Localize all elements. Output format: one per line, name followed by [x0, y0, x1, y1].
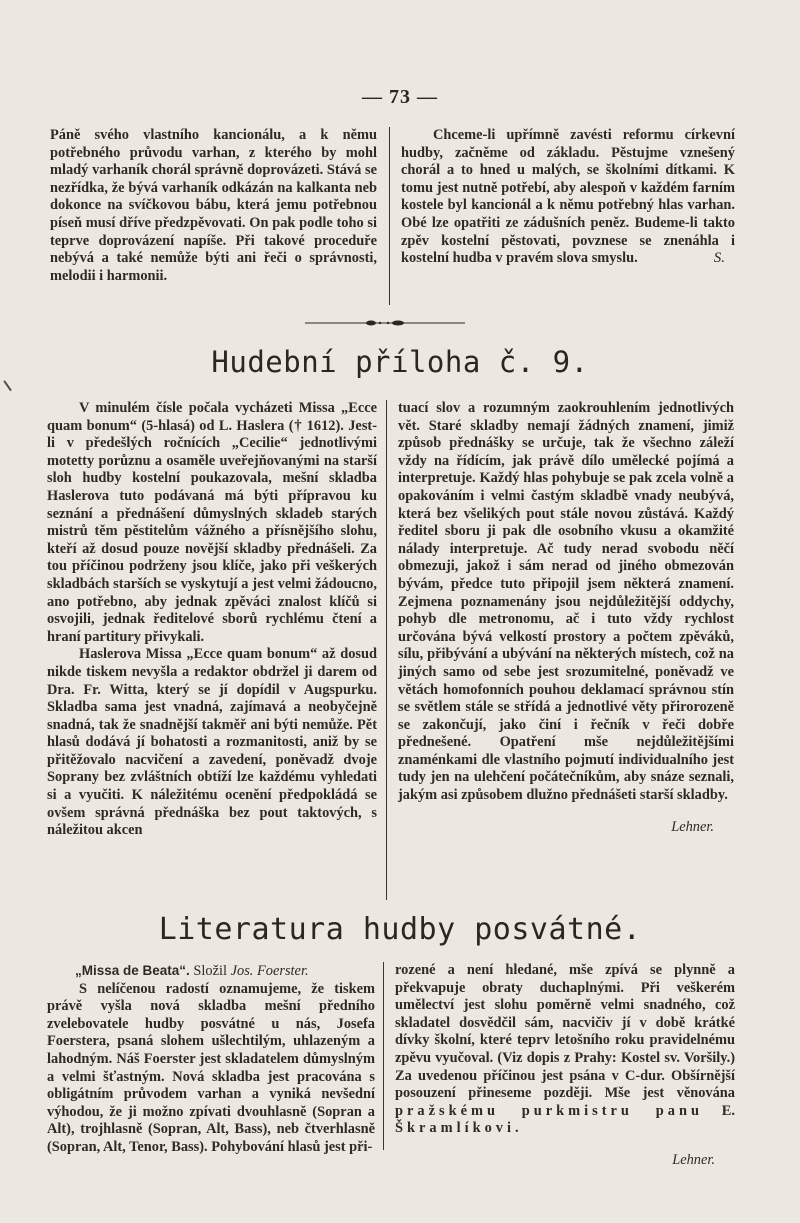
composer-name: Jos. Foerster.: [230, 963, 309, 979]
signature: Lehner.: [672, 1151, 715, 1168]
column-divider: [389, 127, 390, 305]
paragraph: tuací slov a rozumným zaokrouhlením jednotlivých vět. Staré skladby nemají žádných znamení, jimiž způsob přednášky se určuje, tak že všechno záleží vždy na řídícím, jak právě dílo umělecké pojímá a interpretuje. Každý hlas pohybuje se pak zcela volně a opakováním i velmi častým skladbě vnady neubývá, která bez všelikých pout stále novou zůstává. Každý ředitel sboru ji pak dle osobního vkusu a okamžité nálady interpretuje. Ač tudy nerad svobodu něčí obmezuji, jakož i sám nerad od jiného obmezován bývám, předce tuto připojil jsem některá znamení. Zejmena poznamenány jsou nejdůležitější oddychy, pohyb dle metronomu, ač i tuto vždy rychlost určována bývá velkostí prostory a počtem zpěváků, sílu, přibývání a ubývání na některých místech, což na jiných samo od sebe jest srozumitelné, poněvadž ve větách homofonních pouhou deklamací správnou stín se světlem stále se střídá a jednotlivé věty přirorozeně se zakončují, jako činí i řečník v řeči dobře přednešené. Opatření mše nejdůležitějšími znaménkami dle vlastního pojmutí individualního jest tudy jen na ulehčení počátečníkům, aby snáze seznali, jakým asi způsobem dlužno přednášeti starší skladby.: [398, 400, 734, 804]
signature: Lehner.: [671, 818, 714, 835]
column-divider: [386, 400, 387, 900]
top-right-column: [401, 127, 735, 267]
column-divider: [383, 962, 384, 1150]
paragraph: Páně svého vlastního kancionálu, a k němu potřebného průvodu varhan, z kterého by mohl mladý varhaník chorál správně doprovázeti. Stává se nezřídka, že bývá varhaník odkázán na kalkanta neb dokonce na svíčkovou bábu, která jemu potřebnou píseň musí dříve předzpěvovati. On pak podle toho si teprve doprovázení napíše. Při takové proceduře nebývá a také nemůže býti ani řeči o správnosti, melodii i harmonii.: [50, 127, 377, 284]
paragraph: V minulém čísle počala vycházeti Missa „Ecce quam bonum“ (5-hlasá) od L. Haslera († 1612). Jest-li v předešlých ročnících „Cecilie“ jednotlivými motetty porůznu a osaměle uveřejňovanými na starší sloh hudby kostelní poukazovala, mešní skladba Haslerova tuto podávaná má býti přípravou ku seznání a přednášení důmyslných skladeb starých mistrů těm pěstitelům vážného a přísnějšího slohu, kteří až dosud pouze novější skladby přednášeli. Za tou příčinou podrženy jsou klíče, jako při veškerých skladbách starších se vyskytují a jest velmi žádoucno, ano potřebno, aby jednak zpěváci znalost klíčů si osvojili, jednak ředitelové sborů rychlému čtení a hraní partitury přivykali.: [47, 400, 377, 645]
composer-prefix: Složil: [193, 963, 227, 979]
review-title: „Missa de Beata“.: [75, 963, 190, 978]
separator-dot: [387, 322, 389, 324]
paragraph: Chceme-li upřímně zavésti reformu církevní hudby, začněme od základu. Pěstujme vznešený chorál a to hned u malých, se školními dítkami. K tomu jest nutně potřebí, aby alespoň v každém farním kostele byl kancionál a k němu potřebný hlas varhan. Obé lze opatřiti ze zádušních peněz. Budeme-li takto zpěv kostelní pěstovati, povznese se znenáhla i kostelní hudba v pravém slova smyslu.: [401, 127, 735, 267]
section1-left-column: [47, 400, 377, 840]
page-number: — 73 —: [362, 86, 438, 108]
section-heading-literature: Literatura hudby posvátné.: [158, 912, 642, 947]
paragraph: Haslerova Missa „Ecce quam bonum“ až dosud nikde tiskem nevyšla a redaktor obdržel ji darem od Dra. Fr. Witta, který se jí dopídil v Augspurku. Skladba sama jest vnadná, zajímavá a neobyčejně snadná, tak že snadnější takměř ani býti nemůže. Pět hlasů dodává jí bohatosti a rozmanitosti, aniž by se přitěžovalo nacvičení a zavedení, poněvadž dvoje Soprany bez zvláštních obtíží lze každému vyhledati si a vyučiti. K náležitému ocenění předpokládá se ovšem správná přednáška bez pout taktových, s náležitou akcen: [47, 646, 377, 839]
section2-left-column: [47, 962, 375, 1157]
ornamental-separator: [305, 318, 465, 328]
section-heading-music-supplement: Hudební příloha č. 9.: [211, 345, 589, 379]
paragraph: [395, 962, 735, 1138]
dedication-prefix: E.: [721, 1102, 735, 1119]
section2-right-column: [395, 962, 735, 1170]
section1-right-column: [398, 400, 734, 836]
separator-ornament: [392, 321, 404, 326]
separator-ornament: [366, 321, 376, 326]
dedication-name: Škramlíkovi.: [395, 1120, 523, 1137]
paragraph-text: rozené a není hledané, mše zpívá se plynně a překvapuje obraty duchaplnými. Při veškerém umělectví jest slohu poměrně velmi snadného, což skladatel dosvědčil sám, nacvičiv jí v době krátké dívky školní, které teprv letošního roku pravidelnému zpěvu vyučoval. (Viz dopis z Prahy: Kostel sv. Voršily.) Za uvedenou příčinou jest psána v C-dur. Obšírnější posouzení přineseme později. Mše jest věnována: [395, 962, 735, 1102]
dedication-spaced: pražskému purkmistru panu: [395, 1102, 703, 1119]
signature: S.: [713, 249, 725, 266]
top-left-column: [50, 127, 377, 285]
separator-dot: [379, 322, 381, 324]
review-title-line: [47, 962, 375, 981]
paragraph: S nelíčenou radostí oznamujeme, že tiskem právě vyšla nová skladba mešní předního zvelebovatele hudby posvátné u nás, Josefa Foerstera, psaná slohem ušlechtilým, uhlazeným a lahodným. Náš Foerster jest skladatelem důmyslným a velmi šťastným. Nová skladba jest pracována s obligátním průvodem varhan a vyniká nevšední výhodou, že ji možno zpívati dvouhlasně (Sopran a Alt), trojhlasně (Sopran, Alt, Bass), neb čtverhlasně (Sopran, Alt, Tenor, Bass). Pohybování hlasů jest při-: [47, 980, 375, 1155]
